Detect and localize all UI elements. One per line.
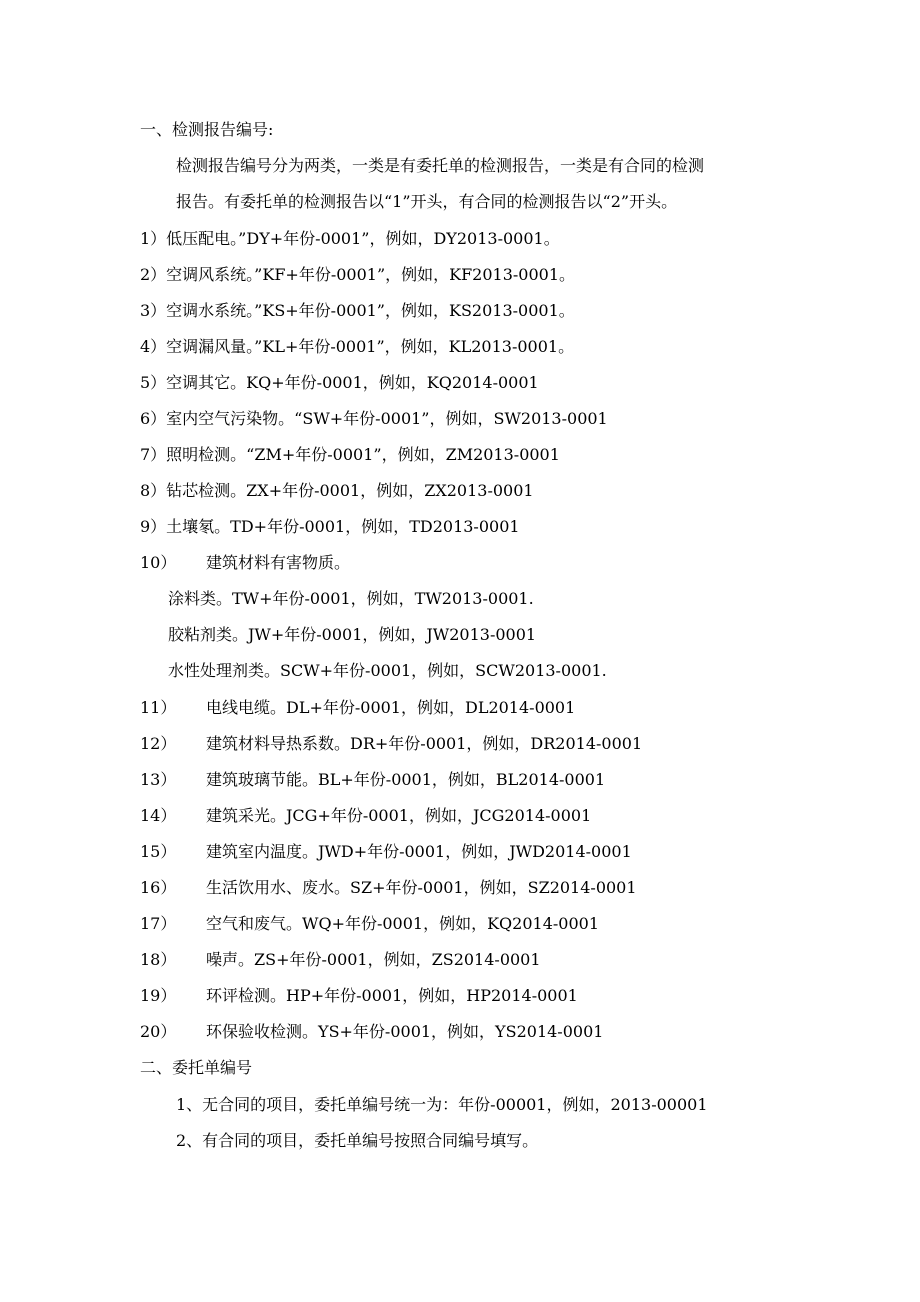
list-item-number: 13） [140, 770, 177, 789]
list-item [140, 878, 637, 898]
list-item: 1）低压配电。”DY+年份-0001”，例如，DY2013-0001。 [140, 229, 560, 248]
list-item: 4）空调漏风量。”KL+年份-0001”，例如，KL2013-0001。 [140, 337, 575, 356]
list-item-number: 16） [140, 878, 177, 897]
list-item-number: 20） [140, 1022, 177, 1041]
section1-heading: 一、检测报告编号: [140, 120, 274, 139]
intro-line-1: 检测报告编号分为两类，一类是有委托单的检测报告，一类是有合同的检测 [176, 156, 705, 175]
list-item-text: 建筑室内温度。JWD+年份-0001，例如，JWD2014-0001 [206, 842, 632, 861]
list-item-text: 电线电缆。DL+年份-0001，例如，DL2014-0001 [206, 698, 576, 717]
list-item [140, 734, 642, 754]
intro-line-2: 报告。有委托单的检测报告以“1”开头，有合同的检测报告以“2”开头。 [176, 192, 678, 211]
sub-item: 涂料类。TW+年份-0001，例如，TW2013-0001. [168, 589, 534, 608]
sub-item: 水性处理剂类。SCW+年份-0001，例如，SCW2013-0001. [168, 661, 607, 680]
list-item-number: 12） [140, 734, 177, 753]
list-item [140, 806, 591, 826]
list-item-number: 19） [140, 986, 177, 1005]
list-item [140, 1022, 603, 1042]
list-item-text: 环评检测。HP+年份-0001，例如，HP2014-0001 [206, 986, 578, 1005]
list-item-number: 14） [140, 806, 177, 825]
list-item: 7）照明检测。“ZM+年份-0001”，例如，ZM2013-0001 [140, 445, 560, 464]
list-item-text: 环保验收检测。YS+年份-0001，例如，YS2014-0001 [206, 1022, 604, 1041]
section2-heading: 二、委托单编号 [140, 1058, 253, 1077]
list-item: 2）空调风系统。”KF+年份-0001”，例如，KF2013-0001。 [140, 265, 576, 284]
list-item-text: 建筑采光。JCG+年份-0001，例如，JCG2014-0001 [206, 806, 592, 825]
sub-item: 胶粘剂类。JW+年份-0001，例如，JW2013-0001 [168, 625, 537, 644]
list-item-number: 11） [140, 698, 177, 717]
list-item-number: 18） [140, 950, 177, 969]
list-item [140, 950, 541, 970]
list-item: 9）土壤氡。TD+年份-0001，例如，TD2013-0001 [140, 517, 520, 536]
list-item [140, 698, 575, 718]
list-item [140, 770, 605, 790]
list-item-text: 建筑材料有害物质。 [206, 553, 351, 572]
list-item-number: 15） [140, 842, 177, 861]
list-item: 5）空调其它。KQ+年份-0001，例如，KQ2014-0001 [140, 373, 539, 392]
list-item [140, 842, 632, 862]
list-item [140, 914, 599, 934]
list-item [140, 986, 578, 1006]
list-item-text: 建筑玻璃节能。BL+年份-0001，例如，BL2014-0001 [206, 770, 606, 789]
list-item-text: 生活饮用水、废水。SZ+年份-0001，例如，SZ2014-0001 [206, 878, 637, 897]
section2-line-1: 1、无合同的项目，委托单编号统一为：年份-00001，例如，2013-00001 [176, 1095, 708, 1114]
list-item-text: 空气和废气。WQ+年份-0001，例如，KQ2014-0001 [206, 914, 600, 933]
list-item [140, 553, 350, 573]
list-item-number: 17） [140, 914, 177, 933]
list-item-text: 建筑材料导热系数。DR+年份-0001，例如，DR2014-0001 [206, 734, 643, 753]
list-item: 3）空调水系统。”KS+年份-0001”，例如，KS2013-0001。 [140, 301, 575, 320]
list-item-number: 10） [140, 553, 177, 572]
section2-line-2: 2、有合同的项目，委托单编号按照合同编号填写。 [176, 1131, 539, 1150]
list-item-text: 噪声。ZS+年份-0001，例如，ZS2014-0001 [206, 950, 541, 969]
list-item: 6）室内空气污染物。“SW+年份-0001”，例如，SW2013-0001 [140, 409, 608, 428]
list-item: 8）钻芯检测。ZX+年份-0001，例如，ZX2013-0001 [140, 481, 534, 500]
